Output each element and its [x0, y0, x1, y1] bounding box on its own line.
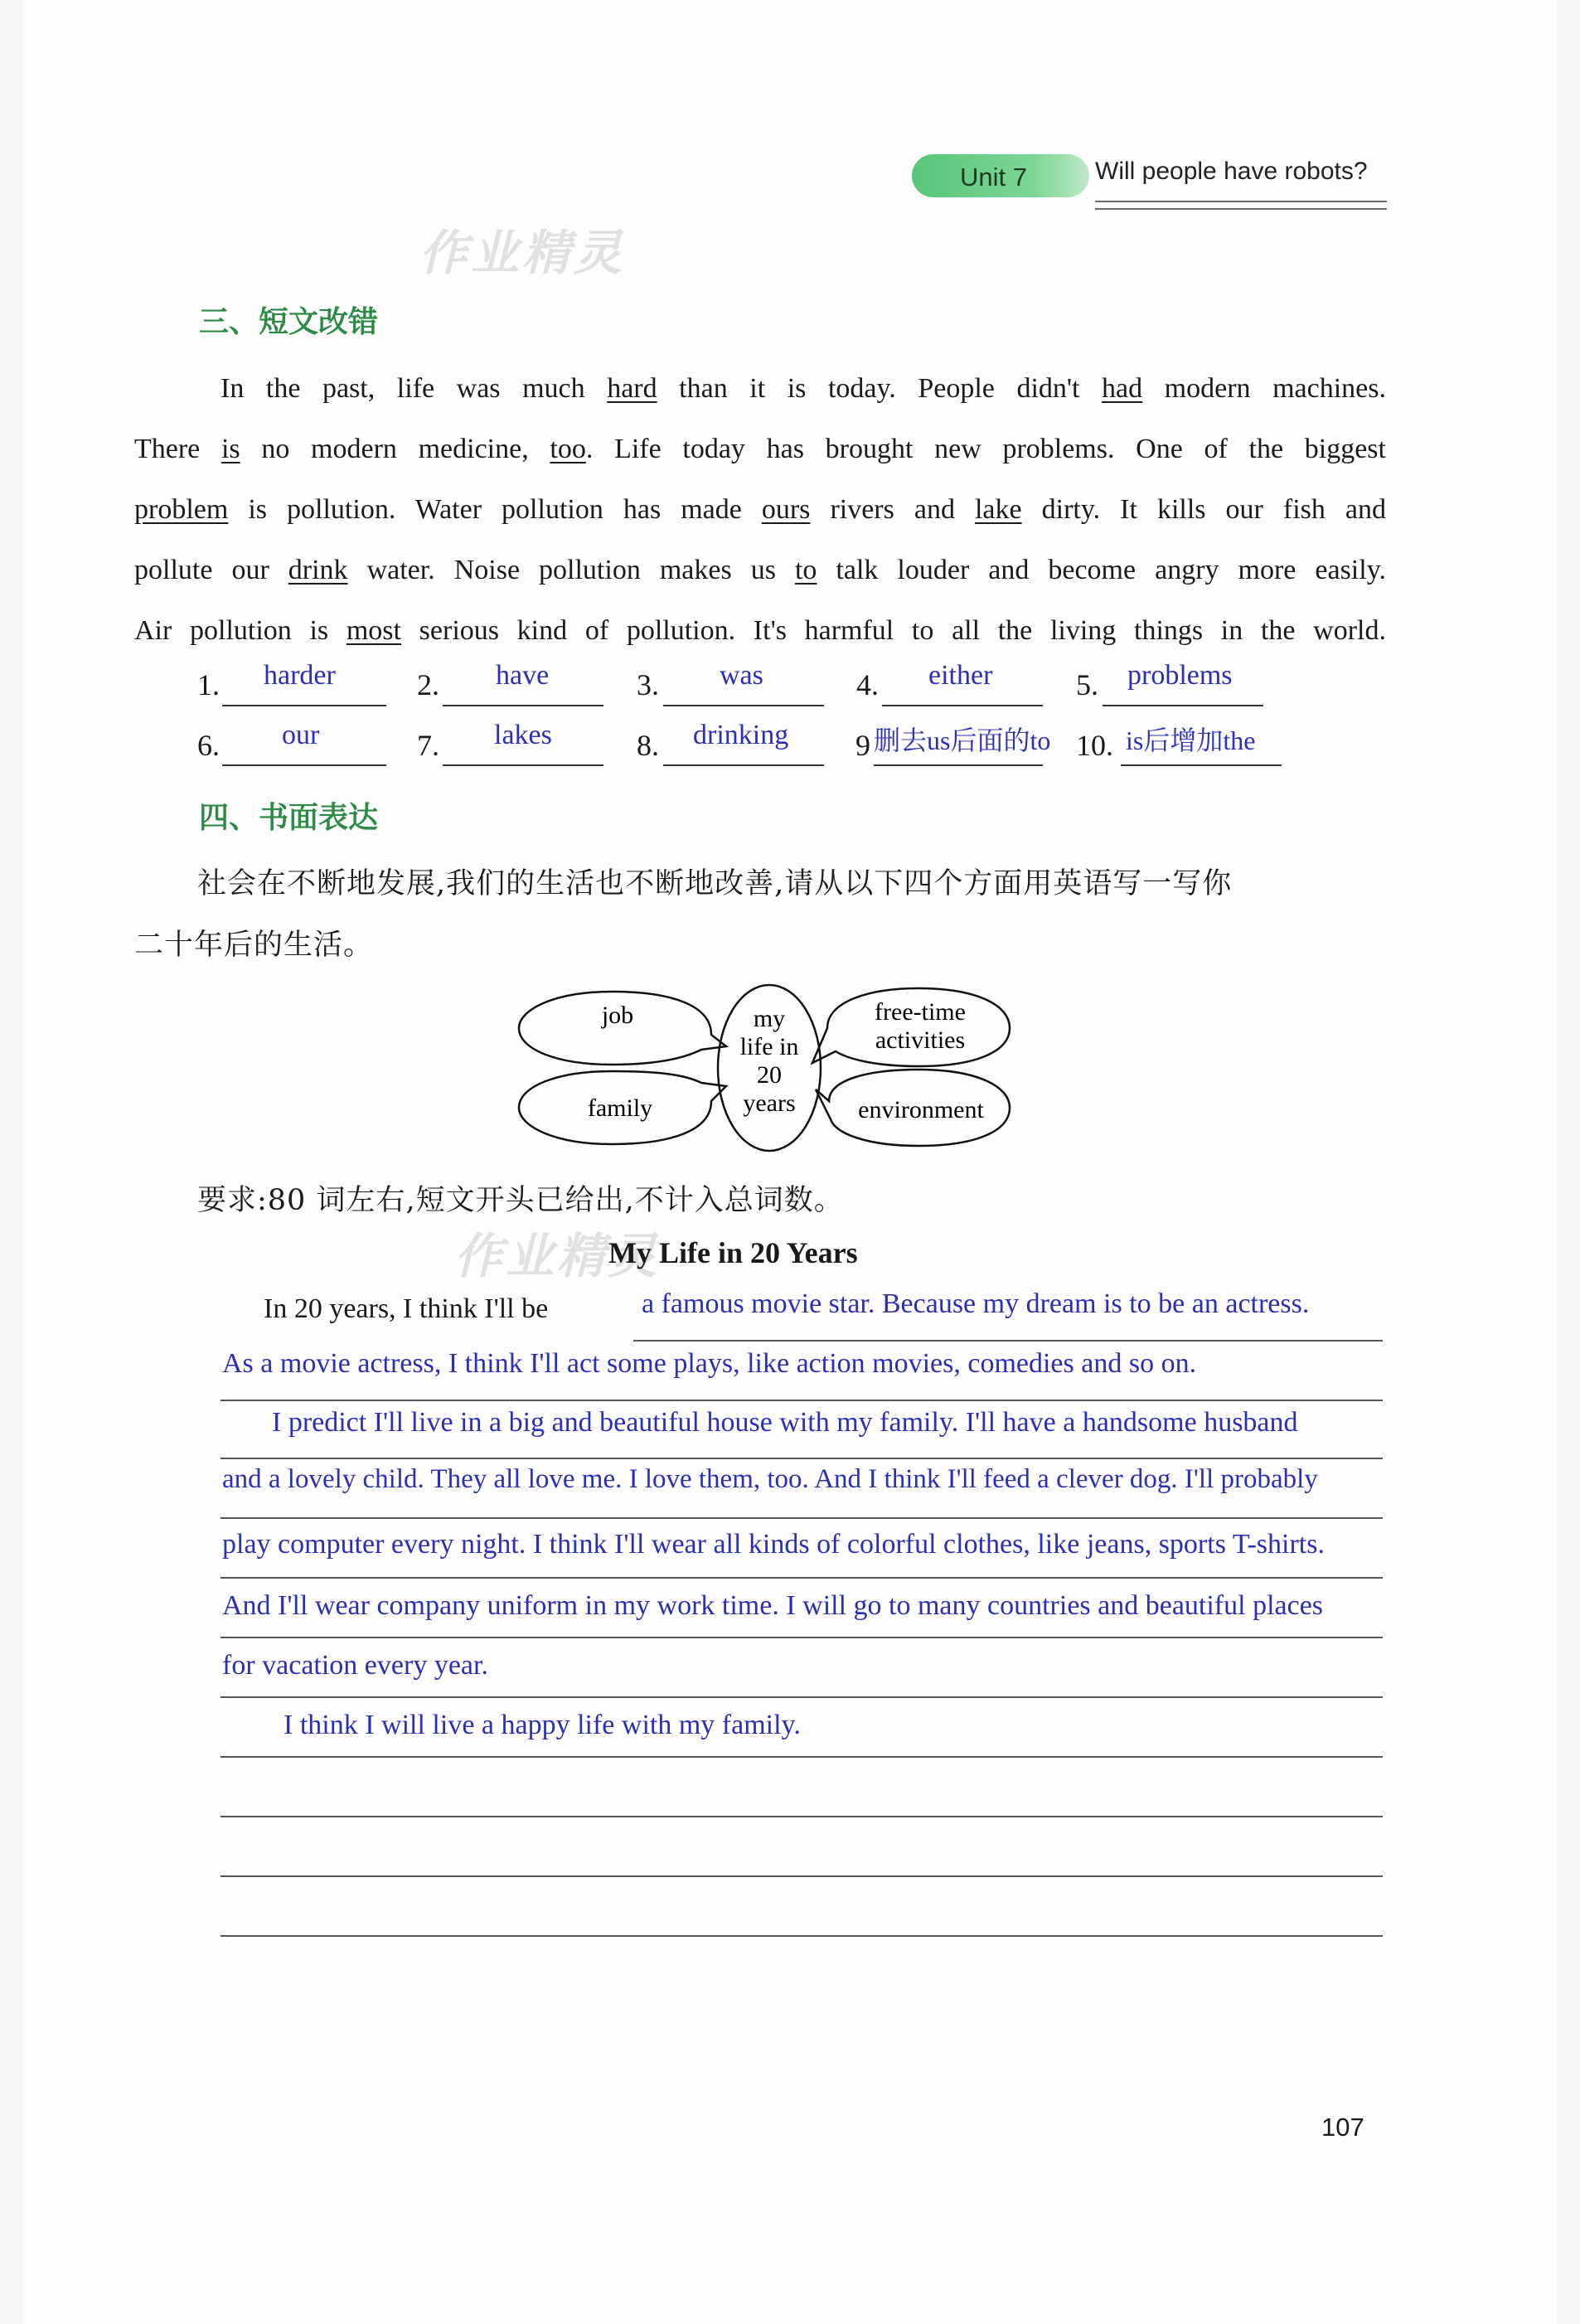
answer-number: 10.: [1076, 729, 1113, 762]
error-word: problem: [134, 494, 229, 525]
passage-text: water. Noise pollution makes us: [347, 555, 795, 585]
passage-text: serious kind of pollution. It's harmful to all the living things in the world.: [400, 615, 1386, 646]
section4-heading: 四、书面表达: [199, 801, 379, 835]
passage-line: [134, 479, 1386, 540]
unit-badge: Unit 7: [912, 154, 1089, 197]
essay-answer-line: I predict I'll live in a big and beautiful house with my family. I'll have a handsome husband: [272, 1407, 1298, 1438]
workbook-page: [23, 0, 1557, 2324]
passage-text: is pollution. Water pollution has made: [228, 494, 762, 525]
error-word: drink: [288, 555, 348, 585]
answer-value: lakes: [494, 720, 552, 750]
writing-requirement: 要求:80 词左右,短文开头已给出,不计入总词数。: [197, 1184, 844, 1217]
job-label: job: [601, 1002, 634, 1029]
unit-title: Will people have robots?: [1095, 158, 1368, 185]
passage-text: talk louder and become angry more easily.: [817, 555, 1386, 585]
error-correction-passage: [134, 358, 1386, 661]
answer-value: was: [720, 660, 763, 691]
writing-line: [221, 1458, 1383, 1459]
passage-line: [134, 358, 1386, 419]
watermark: 作业精灵: [454, 1228, 661, 1284]
answer-value: problems: [1127, 660, 1233, 691]
error-word: too: [550, 434, 586, 464]
writing-line: [221, 1935, 1383, 1937]
free-time-label-line: activities: [875, 1026, 966, 1054]
passage-text: Air pollution is: [134, 615, 347, 646]
answer-number: 5.: [1076, 668, 1098, 701]
essay-answer-line: for vacation every year.: [222, 1650, 488, 1681]
passage-text: dirty. It kills our fish and: [1021, 494, 1386, 525]
error-word: most: [346, 615, 401, 646]
error-word: ours: [761, 494, 811, 525]
section3-heading: 三、短文改错: [199, 305, 379, 339]
free-time-label-line: free-time: [875, 998, 966, 1026]
writing-prompt-line-1: 社会在不断地发展,我们的生活也不断地改善,请从以下四个方面用英语写一写你: [197, 867, 1233, 900]
error-word: lake: [974, 494, 1022, 525]
writing-prompt-line-2: 二十年后的生活。: [134, 929, 374, 962]
essay-answer-line: And I'll wear company uniform in my work time. I will go to many countries and beautiful places: [222, 1590, 1324, 1621]
writing-line: [221, 1637, 1383, 1638]
family-label: family: [587, 1094, 653, 1122]
essay-opening: In 20 years, I think I'll be: [264, 1293, 549, 1324]
answer-number: 6.: [197, 729, 220, 762]
writing-line: [221, 1517, 1383, 1519]
passage-text: There: [134, 434, 221, 464]
answer-number: 8.: [637, 729, 659, 762]
answer-value: 删去us后面的to: [874, 725, 1051, 755]
watermark: 作业精灵: [419, 225, 626, 281]
writing-line: [221, 1400, 1383, 1401]
answer-number: 4.: [856, 668, 879, 701]
error-word: hard: [607, 373, 657, 404]
answer-value: harder: [264, 660, 336, 691]
passage-text: . Life today has brought new problems. One of the biggest: [585, 434, 1386, 464]
center-label-line: my: [753, 1005, 786, 1032]
essay-answer-line: and a lovely child. They all love me. I love them, too. And I think I'll feed a clever dog. I'll probably: [222, 1464, 1318, 1494]
center-label-line: years: [743, 1089, 796, 1117]
answer-number: 1.: [197, 668, 220, 701]
mind-map-diagram: [487, 977, 1035, 1159]
center-label-line: 20: [757, 1061, 782, 1089]
error-word: had: [1102, 373, 1143, 404]
essay-answer-line: a famous movie star. Because my dream is to be an actress.: [642, 1288, 1310, 1319]
passage-text: rivers and: [810, 494, 975, 525]
essay-answer-line: I think I will live a happy life with my family.: [284, 1710, 801, 1740]
answer-value: drinking: [693, 720, 789, 750]
center-label-line: life in: [739, 1033, 799, 1060]
answer-number: 9: [855, 729, 870, 762]
error-word: is: [221, 434, 240, 464]
passage-text: than it is today. People didn't: [657, 373, 1103, 404]
writing-line: [221, 1577, 1383, 1579]
writing-line: [221, 1875, 1383, 1877]
answer-value: either: [928, 660, 993, 691]
passage-text: In the past, life was much: [221, 373, 608, 404]
passage-text: no modern medicine,: [240, 434, 550, 464]
title-double-rule: [1095, 201, 1387, 210]
answer-value: have: [496, 660, 550, 691]
essay-answer-line: As a movie actress, I think I'll act some plays, like action movies, comedies and so on.: [222, 1348, 1197, 1379]
environment-label: environment: [858, 1096, 984, 1123]
passage-text: pollute our: [134, 555, 288, 585]
writing-line: [633, 1340, 1383, 1342]
page-number: 107: [1321, 2113, 1364, 2142]
answer-number: 3.: [637, 668, 659, 701]
writing-line: [221, 1756, 1383, 1758]
essay-answer-line: play computer every night. I think I'll wear all kinds of colorful clothes, like jeans, sports T-shirts.: [222, 1529, 1325, 1560]
writing-line: [221, 1816, 1383, 1817]
answer-number: 7.: [417, 729, 439, 762]
passage-text: modern machines.: [1142, 373, 1386, 404]
passage-line: [134, 540, 1386, 600]
writing-line: [221, 1696, 1383, 1698]
error-word: to: [794, 555, 817, 585]
answer-value: our: [282, 720, 320, 750]
answer-number: 2.: [417, 668, 439, 701]
passage-line: [134, 419, 1386, 479]
answer-value: is后增加the: [1126, 725, 1256, 755]
passage-line: [134, 600, 1386, 661]
essay-title: My Life in 20 Years: [608, 1236, 858, 1269]
